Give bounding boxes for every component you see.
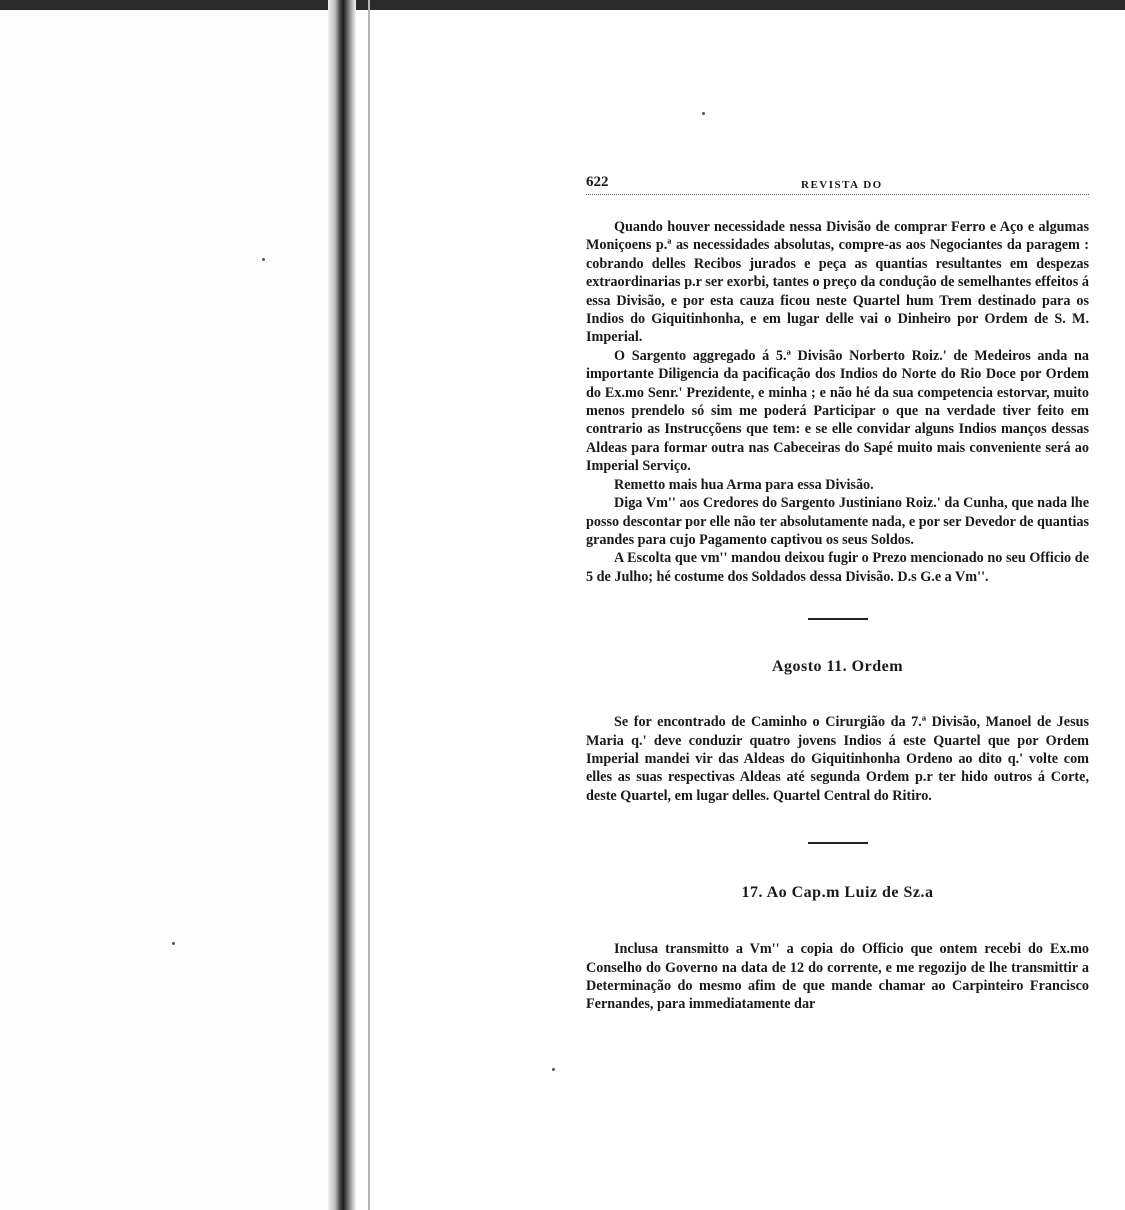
scan-top-edge [0, 0, 1125, 10]
scan-speck [262, 258, 265, 261]
running-header [586, 160, 1089, 195]
letter-continuation [586, 218, 1089, 586]
section-heading: Agosto 11. Ordem [771, 658, 904, 676]
scan-speck [552, 1068, 555, 1071]
paragraph: Remetto mais hua Arma para essa Divisão. [614, 476, 874, 493]
section-divider [808, 618, 868, 620]
scan-speck [172, 942, 175, 945]
paragraph: Se for encontrado de Caminho o Cirurgião da 7.ª Divisão, Manoel de Jesus Maria q.' deve conduzir quatro jovens Indios á este Quartel que por Ordem Imperial mandei vir das Aldeas do Giquitinhonha Ordeno ao dito q.' volte com elles as suas respectivas Aldeas até segunda Ordem p.r ter hido outros á Corte, deste Quartel, em lugar delles. Quartel Central do Ritiro. [586, 714, 1089, 804]
gutter-shadow-line [368, 0, 370, 1210]
book-page [586, 160, 1089, 1014]
paragraph: A Escolta que vm'' mandou deixou fugir o Prezo mencionado no seu Officio de 5 de Julho; hé costume dos Soldados dessa Divisão. D.s G.e a Vm''. [586, 550, 1089, 585]
journal-title: REVISTA DO [801, 179, 883, 191]
blank-facing-page [0, 0, 330, 1210]
book-gutter [328, 0, 356, 1210]
paragraph: Inclusa transmitto a Vm'' a copia do Officio que ontem recebi do Ex.mo Conselho do Governo na data de 12 do corrente, e me regozijo de lhe transmittir a Determinação do mesmo afim de que mande chamar ao Carpinteiro Francisco Fernandes, para immediatamente dar [586, 941, 1089, 1013]
paragraph: Diga Vm'' aos Credores do Sargento Justiniano Roiz.' da Cunha, que nada lhe posso descontar por elle não ter absolutamente nada, e por ser Devedor de quantias grandes para cujo Pagamento captivou os seus Soldos. [586, 495, 1089, 548]
scan-speck [702, 112, 705, 115]
paragraph: O Sargento aggregado á 5.ª Divisão Norberto Roiz.' de Medeiros anda na importante Diligencia da pacificação dos Indios do Norte do Rio Doce por Ordem do Ex.mo Senr.' Prezidente, e minha ; e não hé da sua competencia estorvar, muito menos prendelo só sim me poderá Participar o que na verdade tiver feito em contrario as Instrucçõens que tem: e se elle convidar alguns Indios manços dessas Aldeas para formar outra nas Cabeceiras do Sapé muito mais conveniente será ao Imperial Serviço. [586, 347, 1089, 475]
paragraph: Quando houver necessidade nessa Divisão de comprar Ferro e Aço e algumas Moniçoens p.ª as necessidades absolutas, compre-as aos Negociantes da paragem : cobrando delles Recibos jurados e peça as quantias resultantes em despezas extraordinarias p.r ser exorbi, tantes o preço da condução de semelhantes effeitos á essa Divisão, e por esta cauza ficou neste Quartel hum Trem destinado para os Indios do Giquitinhonha, e em lugar delle vai o Dinheiro por Ordem de S. M. Imperial. [586, 219, 1089, 346]
page-number: 622 [586, 174, 609, 190]
section-heading: 17. Ao Cap.m Luiz de Sz.a [741, 884, 934, 902]
section-divider [808, 842, 868, 844]
